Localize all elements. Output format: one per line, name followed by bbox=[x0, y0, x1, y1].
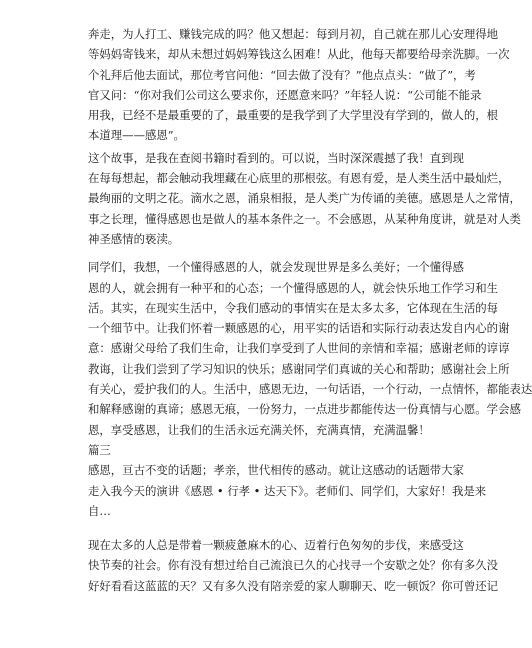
text-line: 用我，已经不是最重要的了，最重要的是我学到了大学里没有学到的，做人的，根 bbox=[88, 108, 499, 123]
text-line: 这个故事，是我在查阅书籍时看到的。可以说，当时深深震撼了我！直到现 bbox=[88, 150, 464, 165]
text-line: 好好看看这蓝蓝的天？又有多久没有陪亲爱的家人聊聊天、吃一顿饭？你可曾还记 bbox=[88, 578, 499, 593]
text-line: 奔走，为人打工、赚钱完成的吗？他又想起：每到月初，自己就在那儿心安理得地 bbox=[88, 27, 499, 41]
text-line: 感恩，亘古不变的话题；孝亲，世代相传的感动。就让这感动的话题带大家 bbox=[88, 463, 464, 478]
text-line: 走入我今天的演讲《感恩 • 行孝 • 达天下》。老师们、同学们，大家好！我是来 bbox=[88, 483, 487, 498]
text-line: 事之长理，懂得感恩也是做人的基本条件之一。不会感恩，从某种角度讲，就是对人类 bbox=[88, 211, 521, 226]
text-line: 现在太多的人总是带着一颗疲惫麻木的心、迈着行色匆匆的步伐，来感受这 bbox=[88, 538, 464, 553]
paragraph-reflection bbox=[88, 148, 521, 249]
text-line: 恩，享受感恩，让我们的生活永远充满关怀，充满真情，充满温馨！ bbox=[88, 422, 430, 437]
paragraph-classmates bbox=[88, 257, 532, 440]
text-line: 有关心，爱护我们的人。生活中，感恩无边，一句话语，一个行动，一点情怀，都能表达 bbox=[88, 382, 532, 397]
text-line: 快节奏的社会。你有没有想过给自己流浪已久的心找寻一个安歇之处？你有多久没 bbox=[88, 558, 499, 573]
paragraph-story-end bbox=[88, 24, 510, 146]
section-heading: 篇三 bbox=[88, 442, 111, 457]
text-line: 一个细节中。让我们怀着一颗感恩的心，用平实的话语和实际行动表达发自内心的谢 bbox=[88, 321, 510, 336]
text-line: 官又问：“你对我们公司这么要求你，还愿意来吗？”年轻人说：“公司能不能录 bbox=[88, 87, 482, 102]
paragraph-modern-life bbox=[88, 535, 499, 596]
text-line: 和解释感谢的真谛；感恩无痕，一份努力，一点进步都能传达一份真情与心愿。学会感 bbox=[88, 402, 521, 417]
text-line: 同学们，我想，一个懂得感恩的人，就会发现世界是多么美好；一个懂得感 bbox=[88, 260, 464, 275]
text-line: 个礼拜后他去面试，那位考官问他：“回去做了没有？”他点点头：“做了”，考 bbox=[88, 67, 476, 82]
text-line: 等妈妈寄钱来，却从未想过妈妈筹钱这么困难！从此，他每天都要给母亲洗脚。一次 bbox=[88, 47, 510, 62]
text-line: 活。其实，在现实生活中，令我们感动的事情实在是太多太多，它体现在生活的每 bbox=[88, 300, 499, 315]
text-line: 自… bbox=[88, 503, 111, 518]
text-line: 本道理——感恩”。 bbox=[88, 128, 185, 143]
text-line: 教诲，让我们尝到了学习知识的快乐；感谢同学们真诚的关心和帮助；感谢社会上所 bbox=[88, 361, 510, 376]
paragraph-speech-intro bbox=[88, 460, 487, 521]
text-line: 神圣感情的亵渎。 bbox=[88, 231, 180, 246]
text-line: 恩的人，就会拥有一种平和的心态；一个懂得感恩的人，就会快乐地工作学习和生 bbox=[88, 280, 499, 295]
text-line: 在每每想起，都会触动我埋藏在心底里的那根弦。有恩有爱，是人类生活中最灿烂， bbox=[88, 171, 510, 186]
text-line: 意：感谢父母给了我们生命，让我们享受到了人世间的亲情和幸福；感谢老师的谆谆 bbox=[88, 341, 510, 356]
text-line: 最绚丽的文明之花。滴水之恩，涌泉相报，是人类广为传诵的美德。感恩是人之常情， bbox=[88, 191, 521, 206]
